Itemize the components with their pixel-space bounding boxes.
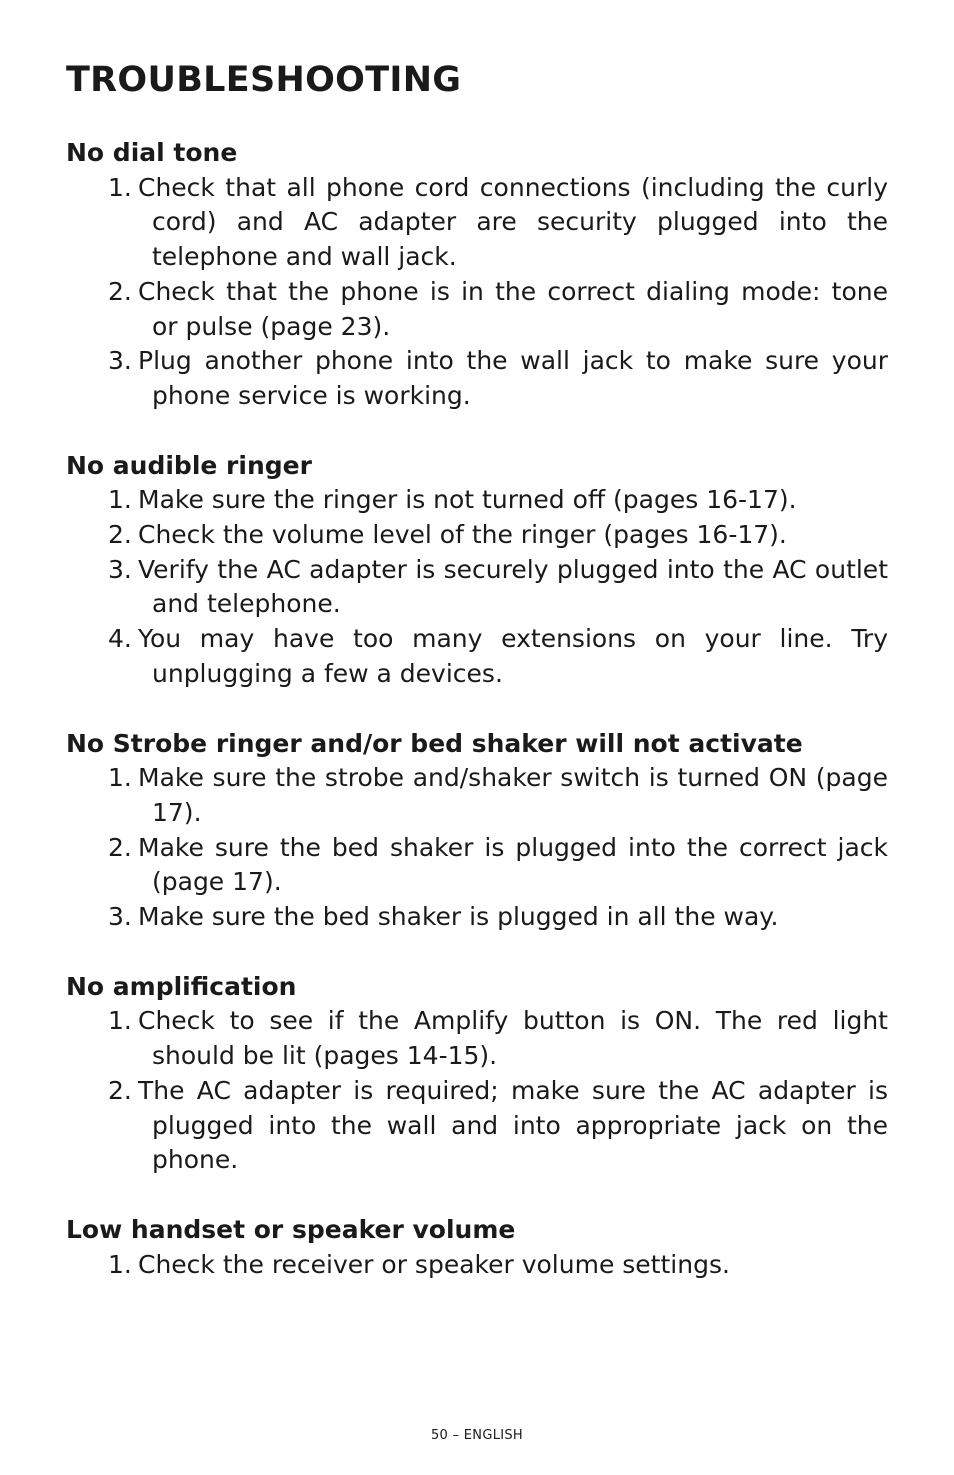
section-heading: No amplification: [66, 971, 297, 1001]
step-item: [66, 553, 888, 622]
page-title: TROUBLESHOOTING: [66, 60, 462, 100]
step-text: The AC adapter is required; make sure the AC adapter is plugged into the wall and into appropriate jack on the phone.: [138, 1075, 888, 1175]
step-text: Check that all phone cord connections (including the curly cord) and AC adapter are security plugged into the telephone and wall jack.: [138, 172, 888, 272]
step-number: 2.: [108, 276, 132, 306]
step-text: Make sure the strobe and/shaker switch is turned ON (page 17).: [138, 763, 888, 827]
step-list: [66, 1248, 888, 1283]
step-number: 3.: [108, 902, 132, 932]
step-number: 2.: [108, 520, 132, 550]
section-heading: No Strobe ringer and/or bed shaker will not activate: [66, 728, 803, 758]
step-text: Plug another phone into the wall jack to make sure your phone service is working.: [138, 346, 888, 410]
step-list: [66, 483, 888, 691]
step-item: [66, 900, 888, 935]
step-item: [66, 622, 888, 691]
step-number: 1.: [108, 172, 132, 202]
section-low-volume: [66, 1213, 888, 1282]
step-list: [66, 171, 888, 414]
step-number: 3.: [108, 554, 132, 584]
page-footer: 50 – ENGLISH: [430, 1428, 524, 1443]
step-number: 4.: [108, 624, 132, 654]
step-text: Check the volume level of the ringer (pages 16-17).: [138, 520, 787, 550]
section-heading: Low handset or speaker volume: [66, 1214, 516, 1244]
step-item: [66, 1248, 888, 1283]
step-list: [66, 761, 888, 935]
troubleshooting-content: [66, 136, 888, 1317]
step-number: 1.: [108, 1006, 132, 1036]
step-item: [66, 171, 888, 275]
step-item: [66, 518, 888, 553]
step-number: 2.: [108, 1075, 132, 1105]
section-no-audible-ringer: [66, 449, 888, 692]
section-heading: No audible ringer: [66, 450, 312, 480]
step-number: 1.: [108, 763, 132, 793]
section-no-amplification: [66, 970, 888, 1178]
step-text: Check the receiver or speaker volume settings.: [138, 1249, 730, 1279]
step-item: [66, 761, 888, 830]
step-item: [66, 831, 888, 900]
step-list: [66, 1004, 888, 1178]
step-text: Make sure the bed shaker is plugged in all the way.: [138, 902, 779, 932]
step-number: 2.: [108, 832, 132, 862]
step-text: Verify the AC adapter is securely plugged into the AC outlet and telephone.: [138, 554, 888, 619]
section-no-strobe-ringer: [66, 727, 888, 935]
step-item: [66, 275, 888, 344]
step-item: [66, 1074, 888, 1178]
step-item: [66, 1004, 888, 1073]
step-number: 1.: [108, 485, 132, 515]
step-text: Make sure the ringer is not turned off (pages 16-17).: [138, 485, 797, 515]
step-item: [66, 344, 888, 413]
step-item: [66, 483, 888, 518]
section-heading: No dial tone: [66, 138, 238, 167]
step-text: You may have too many extensions on your line. Try unplugging a few a devices.: [138, 624, 888, 688]
step-number: 1.: [108, 1249, 132, 1279]
step-text: Check to see if the Amplify button is ON. The red light should be lit (pages 14-15).: [138, 1006, 888, 1071]
section-no-dial-tone: [66, 136, 888, 414]
step-number: 3.: [108, 346, 132, 376]
step-text: Make sure the bed shaker is plugged into the correct jack (page 17).: [138, 832, 888, 897]
step-text: Check that the phone is in the correct dialing mode: tone or pulse (page 23).: [138, 276, 888, 341]
